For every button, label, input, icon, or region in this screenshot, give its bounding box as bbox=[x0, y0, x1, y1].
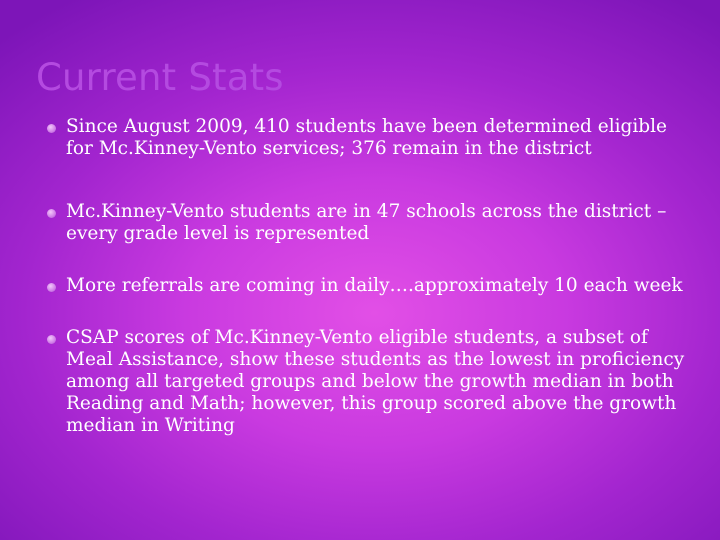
bullet-item bbox=[45, 275, 685, 297]
slide-title: Current Stats bbox=[36, 56, 284, 99]
bullet-dot-icon bbox=[47, 124, 56, 133]
bullet-item bbox=[45, 116, 685, 160]
bullet-dot-icon bbox=[47, 209, 56, 218]
bullet-text: More referrals are coming in daily….approximately 10 each week bbox=[66, 275, 683, 296]
bullet-text: Since August 2009, 410 students have been determined eligible for Mc.Kinney-Vento services; 376 remain in the district bbox=[66, 116, 667, 159]
bullet-dot-icon bbox=[47, 283, 56, 292]
bullet-text: CSAP scores of Mc.Kinney-Vento eligible students, a subset of Meal Assistance, show these students as the lowest in proficiency among all targeted groups and below the growth median in both Reading and Math; however, this group scored above the growth median in Writing bbox=[66, 327, 685, 436]
bullet-text: Mc.Kinney-Vento students are in 47 schools across the district – every grade level is represented bbox=[66, 201, 667, 244]
bullet-item bbox=[45, 201, 685, 245]
bullet-dot-icon bbox=[47, 335, 56, 344]
bullet-item bbox=[45, 327, 685, 437]
bullet-list bbox=[45, 116, 685, 437]
